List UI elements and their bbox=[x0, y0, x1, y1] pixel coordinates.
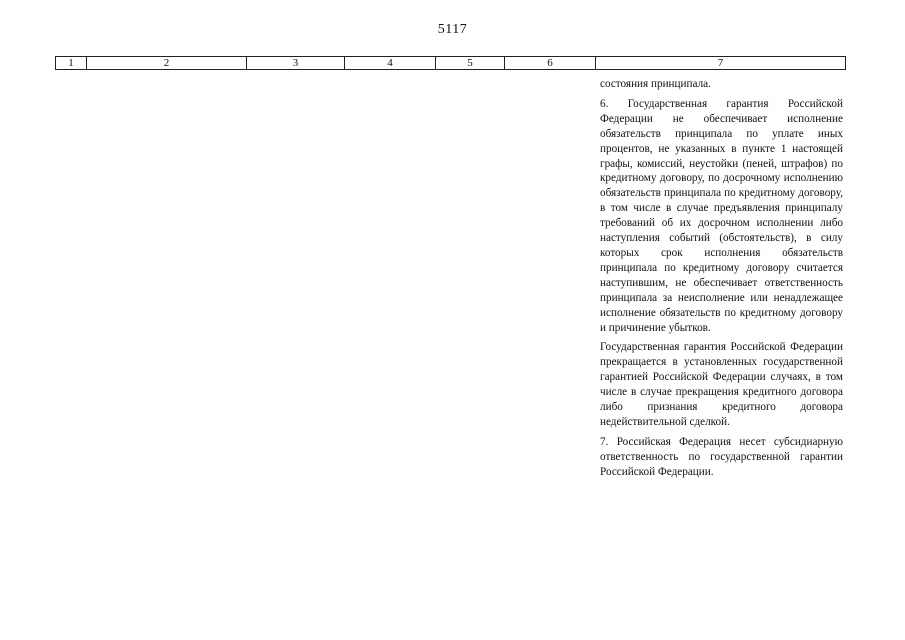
paragraph-item-7: 7. Российская Федерация несет субсидиарную ответственность по государственной гарантии Российской Федерации. bbox=[600, 435, 843, 478]
paragraph-continuation: состояния принципала. bbox=[600, 78, 711, 90]
column-7-text bbox=[600, 77, 843, 480]
paragraph-item-6: 6. Государственная гарантия Российской Федерации не обеспечивает исполнение обязательств принципала по уплате иных процентов, не указанных в пункте 1 настоящей графы, комиссий, неустойки (пеней, штрафов) по кредитному договору, по досрочному исполнению обязательств принципала по кредитному договору, в том числе в случае предъявления принципалу требований об их досрочном исполнении либо наступления событий (обстоятельств), в силу которых срок исполнения обязательств принципала по кредитному договору считается наступившим, не обеспечивает ответственность принципала за неисполнение или ненадлежащее исполнение обязательств по кредитному договору и причинение убытков. bbox=[600, 97, 843, 334]
column-number-5: 5 bbox=[436, 57, 505, 69]
page-number: 5117 bbox=[437, 22, 468, 37]
table-column-header bbox=[55, 56, 846, 70]
column-number-6: 6 bbox=[505, 57, 596, 69]
paragraph-guarantee-termination: Государственная гарантия Российской Федерации прекращается в установленных государственной гарантией Российской Федерации случаях, в том числе в случае прекращения кредитного договора либо признания кредитного договора недействительной сделкой. bbox=[600, 341, 843, 428]
column-number-2: 2 bbox=[87, 57, 247, 69]
column-number-1: 1 bbox=[56, 57, 87, 69]
column-number-3: 3 bbox=[247, 57, 345, 69]
column-number-4: 4 bbox=[345, 57, 436, 69]
column-number-7: 7 bbox=[717, 57, 724, 69]
